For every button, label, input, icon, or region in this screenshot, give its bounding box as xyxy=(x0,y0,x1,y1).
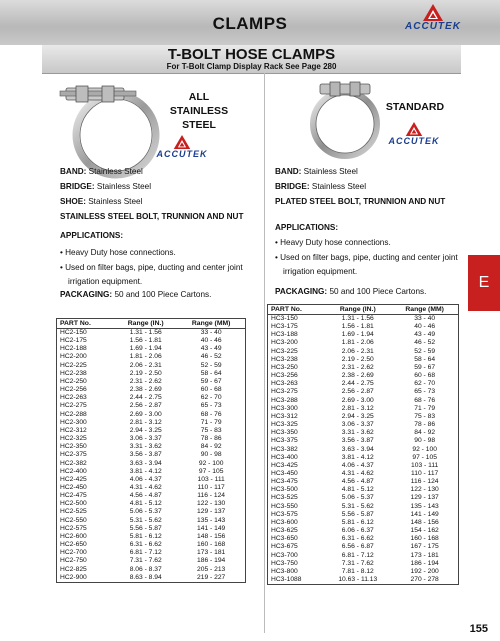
table-row xyxy=(57,378,246,386)
range-in-cell: 3.06 - 3.37 xyxy=(129,435,162,443)
range-mm-cell: 148 - 156 xyxy=(410,518,439,526)
range-mm-cell: 62 - 70 xyxy=(200,394,222,402)
part-number-cell: HC2-575 xyxy=(60,524,87,532)
range-mm-cell: 58 - 64 xyxy=(414,355,436,363)
table-row xyxy=(57,337,246,345)
table-row xyxy=(268,503,459,511)
spec-extra: PLATED STEEL BOLT, TRUNNION AND NUT xyxy=(275,197,446,206)
range-in-cell: 6.81 - 7.12 xyxy=(129,549,162,557)
list-item: • Used on filter bags, pipe, ducting and center joint irrigation equipment. xyxy=(60,262,243,286)
standard-label: STANDARD xyxy=(385,101,445,113)
table-row xyxy=(268,454,459,462)
logo-triangle-icon xyxy=(423,4,443,21)
table-row xyxy=(57,435,246,443)
spec-bridge: BRIDGE: Stainless Steel xyxy=(60,182,152,191)
range-mm-cell: 75 - 83 xyxy=(200,426,222,434)
spec-bridge: BRIDGE: Stainless Steel xyxy=(275,182,367,191)
range-mm-cell: 84 - 92 xyxy=(414,429,436,437)
range-in-cell: 5.31 - 5.62 xyxy=(129,516,162,524)
standard-specs xyxy=(275,164,460,209)
range-in-cell: 2.44 - 2.75 xyxy=(129,394,162,402)
range-mm-cell: 122 - 130 xyxy=(410,486,439,494)
range-in-cell: 6.81 - 7.12 xyxy=(341,551,374,559)
range-mm-cell: 141 - 149 xyxy=(197,524,226,532)
section-banner xyxy=(42,45,461,74)
part-number-cell: HC3-275 xyxy=(271,388,298,396)
range-mm-cell: 270 - 278 xyxy=(410,576,439,583)
section-tab: E xyxy=(468,255,500,311)
range-in-cell: 2.38 - 2.69 xyxy=(129,386,162,394)
range-mm-cell: 186 - 194 xyxy=(410,559,439,567)
table-row xyxy=(268,560,459,568)
table-row xyxy=(268,527,459,535)
part-number-cell: HC3-750 xyxy=(271,559,298,567)
list-item: • Heavy Duty hose connections. xyxy=(60,248,176,257)
table-row xyxy=(268,413,459,421)
list-item: • Heavy Duty hose connections. xyxy=(275,238,391,247)
table-row xyxy=(268,315,459,324)
table-row xyxy=(57,419,246,427)
table-row xyxy=(268,535,459,543)
table-row xyxy=(268,470,459,478)
range-mm-cell: 135 - 143 xyxy=(197,516,226,524)
part-number-cell: HC3-238 xyxy=(271,355,298,363)
range-in-cell: 5.06 - 5.37 xyxy=(341,494,374,502)
packaging: PACKAGING: 50 and 100 Piece Cartons. xyxy=(275,287,427,296)
table-row xyxy=(268,568,459,576)
part-number-cell: HC2-750 xyxy=(60,557,87,565)
packaging: PACKAGING: 50 and 100 Piece Cartons. xyxy=(60,290,212,299)
part-number-cell: HC3-450 xyxy=(271,469,298,477)
table-row xyxy=(57,566,246,574)
range-mm-cell: 90 - 98 xyxy=(200,451,222,459)
page-title: CLAMPS xyxy=(212,14,288,33)
part-number-cell: HC2-288 xyxy=(60,410,87,418)
part-number-cell: HC3-475 xyxy=(271,478,298,486)
range-in-cell: 2.06 - 2.31 xyxy=(341,347,374,355)
range-in-cell: 4.06 - 4.37 xyxy=(129,475,162,483)
part-number-cell: HC3-625 xyxy=(271,527,298,535)
part-number-cell: HC3-150 xyxy=(271,315,298,322)
table-row xyxy=(268,348,459,356)
range-in-cell: 7.31 - 7.62 xyxy=(341,559,374,567)
range-mm-cell: 46 - 52 xyxy=(200,353,222,361)
part-number-cell: HC3-256 xyxy=(271,372,298,380)
table-row xyxy=(57,549,246,557)
range-mm-cell: 148 - 156 xyxy=(197,532,226,540)
table-row xyxy=(57,460,246,468)
range-in-cell: 7.31 - 7.62 xyxy=(129,557,162,565)
table-row xyxy=(268,462,459,470)
range-in-cell: 3.31 - 3.62 xyxy=(341,429,374,437)
range-in-cell: 2.56 - 2.87 xyxy=(341,388,374,396)
range-in-cell: 5.81 - 6.12 xyxy=(341,518,374,526)
range-in-cell: 1.69 - 1.94 xyxy=(341,331,374,339)
part-number-cell: HC3-575 xyxy=(271,510,298,518)
part-number-cell: HC3-350 xyxy=(271,429,298,437)
applications-list xyxy=(60,246,260,290)
table-row xyxy=(268,552,459,560)
range-mm-cell: 92 - 100 xyxy=(412,445,437,453)
range-mm-cell: 43 - 49 xyxy=(200,345,222,353)
part-number-cell: HC3-325 xyxy=(271,421,298,429)
table-row xyxy=(57,362,246,370)
table-row xyxy=(268,331,459,339)
range-in-cell: 3.63 - 3.94 xyxy=(341,445,374,453)
range-mm-cell: 97 - 105 xyxy=(198,467,224,475)
range-in-cell: 4.31 - 4.62 xyxy=(341,469,374,477)
range-mm-cell: 52 - 59 xyxy=(200,361,222,369)
range-in-cell: 3.56 - 3.87 xyxy=(341,437,374,445)
table-row xyxy=(57,525,246,533)
table-row xyxy=(268,380,459,388)
table-row xyxy=(268,437,459,445)
range-in-cell: 8.06 - 8.37 xyxy=(129,565,162,573)
applications-title: APPLICATIONS: xyxy=(275,223,339,232)
range-mm-cell: 173 - 181 xyxy=(410,551,439,559)
spec-band: BAND: Stainless Steel xyxy=(275,167,358,176)
part-number-cell: HC3-500 xyxy=(271,486,298,494)
range-mm-cell: 103 - 111 xyxy=(411,461,439,469)
table-row xyxy=(57,394,246,402)
part-number-cell: HC3-600 xyxy=(271,518,298,526)
brand-logo-header: ACCUTEK xyxy=(398,4,468,32)
range-mm-cell: 78 - 86 xyxy=(414,421,436,429)
table-row xyxy=(268,397,459,405)
range-in-cell: 5.81 - 6.12 xyxy=(129,532,162,540)
applications-list xyxy=(275,236,460,280)
table-row xyxy=(57,402,246,410)
page-number: 155 xyxy=(469,623,488,635)
spec-extra: STAINLESS STEEL BOLT, TRUNNION AND NUT xyxy=(60,212,244,221)
range-in-cell: 5.31 - 5.62 xyxy=(341,502,374,510)
range-in-cell: 2.19 - 2.50 xyxy=(129,369,162,377)
part-number-cell: HC2-275 xyxy=(60,402,87,410)
range-in-cell: 2.81 - 3.12 xyxy=(341,404,374,412)
range-mm-cell: 205 - 213 xyxy=(197,565,226,573)
part-number-cell: HC3-550 xyxy=(271,502,298,510)
range-mm-cell: 135 - 143 xyxy=(410,502,439,510)
part-number-cell: HC3-188 xyxy=(271,331,298,339)
range-mm-cell: 160 - 168 xyxy=(410,535,439,543)
table-row xyxy=(57,557,246,565)
range-in-cell: 4.81 - 5.12 xyxy=(129,500,162,508)
range-in-cell: 2.44 - 2.75 xyxy=(341,380,374,388)
table-row xyxy=(57,500,246,508)
range-mm-cell: 103 - 111 xyxy=(197,475,225,483)
part-number-cell: HC2-188 xyxy=(60,345,87,353)
part-number-cell: HC3-250 xyxy=(271,363,298,371)
range-in-cell: 7.81 - 8.12 xyxy=(341,567,374,575)
part-number-cell: HC2-238 xyxy=(60,369,87,377)
applications-title: APPLICATIONS: xyxy=(60,231,124,240)
part-number-cell: HC2-300 xyxy=(60,418,87,426)
table-row xyxy=(268,372,459,380)
range-in-cell: 1.31 - 1.56 xyxy=(129,329,162,336)
section-title: T-BOLT HOSE CLAMPS xyxy=(167,46,336,63)
range-in-cell: 6.06 - 6.37 xyxy=(341,527,374,535)
table-row xyxy=(268,543,459,551)
table-row xyxy=(268,446,459,454)
range-in-cell: 2.81 - 3.12 xyxy=(129,418,162,426)
range-mm-cell: 219 - 227 xyxy=(197,573,226,581)
part-number-cell: HC3-200 xyxy=(271,339,298,347)
range-mm-cell: 71 - 79 xyxy=(414,404,436,412)
range-mm-cell: 192 - 200 xyxy=(410,567,439,575)
table-row xyxy=(57,411,246,419)
range-in-cell: 2.94 - 3.25 xyxy=(129,426,162,434)
range-mm-cell: 75 - 83 xyxy=(414,412,436,420)
column-divider xyxy=(264,73,265,633)
table-row xyxy=(268,364,459,372)
part-number-cell: HC3-375 xyxy=(271,437,298,445)
table-row xyxy=(268,323,459,331)
range-mm-cell: 58 - 64 xyxy=(200,369,222,377)
part-number-cell: HC2-350 xyxy=(60,443,87,451)
range-in-cell: 1.31 - 1.56 xyxy=(341,315,374,322)
table-row xyxy=(268,356,459,364)
range-mm-cell: 110 - 117 xyxy=(411,469,439,477)
range-mm-cell: 167 - 175 xyxy=(410,543,439,551)
part-number-cell: HC2-382 xyxy=(60,459,87,467)
range-in-cell: 2.69 - 3.00 xyxy=(129,410,162,418)
range-mm-cell: 46 - 52 xyxy=(414,339,436,347)
range-mm-cell: 60 - 68 xyxy=(414,372,436,380)
stainless-label: ALL STAINLESS STEEL xyxy=(169,91,229,131)
part-number-cell: HC2-425 xyxy=(60,475,87,483)
range-mm-cell: 43 - 49 xyxy=(414,331,436,339)
range-in-cell: 10.63 - 11.13 xyxy=(338,576,378,583)
range-in-cell: 5.56 - 5.87 xyxy=(129,524,162,532)
part-number-cell: HC2-256 xyxy=(60,386,87,394)
range-mm-cell: 110 - 117 xyxy=(197,483,225,491)
part-number-cell: HC2-150 xyxy=(60,329,87,336)
range-in-cell: 6.56 - 6.87 xyxy=(341,543,374,551)
part-number-cell: HC2-525 xyxy=(60,508,87,516)
table-row xyxy=(268,486,459,494)
part-number-cell: HC3-175 xyxy=(271,323,298,331)
part-number-cell: HC3-288 xyxy=(271,396,298,404)
part-number-cell: HC2-475 xyxy=(60,492,87,500)
range-mm-cell: 59 - 67 xyxy=(200,377,222,385)
table-row xyxy=(268,429,459,437)
range-mm-cell: 33 - 40 xyxy=(414,315,436,322)
range-mm-cell: 116 - 124 xyxy=(410,478,439,486)
range-mm-cell: 129 - 137 xyxy=(197,508,226,516)
col-range-in: Range (IN.) xyxy=(114,319,177,329)
range-in-cell: 4.06 - 4.37 xyxy=(341,461,374,469)
range-mm-cell: 154 - 162 xyxy=(410,527,439,535)
table-row xyxy=(57,517,246,525)
range-in-cell: 4.31 - 4.62 xyxy=(129,483,162,491)
part-number-cell: HC3-525 xyxy=(271,494,298,502)
range-in-cell: 4.56 - 4.87 xyxy=(129,492,162,500)
table-row xyxy=(57,353,246,361)
table-row xyxy=(57,427,246,435)
table-row xyxy=(268,494,459,502)
standard-parts-table xyxy=(267,304,459,585)
table-row xyxy=(268,478,459,486)
range-mm-cell: 60 - 68 xyxy=(200,386,222,394)
brand-logo-left: ACCUTEK xyxy=(152,135,212,159)
part-number-cell: HC2-312 xyxy=(60,426,87,434)
range-mm-cell: 141 - 149 xyxy=(410,510,439,518)
part-number-cell: HC2-500 xyxy=(60,500,87,508)
range-mm-cell: 65 - 73 xyxy=(200,402,222,410)
range-in-cell: 2.06 - 2.31 xyxy=(129,361,162,369)
range-mm-cell: 160 - 168 xyxy=(197,541,226,549)
part-number-cell: HC2-400 xyxy=(60,467,87,475)
col-range-mm: Range (MM) xyxy=(177,319,245,329)
stainless-specs xyxy=(60,164,260,224)
table-row xyxy=(57,386,246,394)
range-mm-cell: 52 - 59 xyxy=(414,347,436,355)
table-row xyxy=(268,339,459,347)
range-mm-cell: 40 - 46 xyxy=(414,323,436,331)
part-number-cell: HC3-800 xyxy=(271,567,298,575)
range-mm-cell: 90 - 98 xyxy=(414,437,436,445)
part-number-cell: HC2-700 xyxy=(60,549,87,557)
table-row xyxy=(268,405,459,413)
part-number-cell: HC2-325 xyxy=(60,435,87,443)
stainless-parts-table xyxy=(56,318,246,583)
range-in-cell: 2.56 - 2.87 xyxy=(129,402,162,410)
part-number-cell: HC3-675 xyxy=(271,543,298,551)
part-number-cell: HC3-650 xyxy=(271,535,298,543)
part-number-cell: HC3-400 xyxy=(271,453,298,461)
col-range-mm: Range (MM) xyxy=(391,305,458,315)
range-mm-cell: 62 - 70 xyxy=(414,380,436,388)
range-in-cell: 3.56 - 3.87 xyxy=(129,451,162,459)
part-number-cell: HC2-450 xyxy=(60,483,87,491)
part-number-cell: HC3-263 xyxy=(271,380,298,388)
table-row xyxy=(57,443,246,451)
part-number-cell: HC3-300 xyxy=(271,404,298,412)
range-in-cell: 1.81 - 2.06 xyxy=(341,339,374,347)
table-row xyxy=(57,451,246,459)
range-in-cell: 1.56 - 1.81 xyxy=(129,337,162,345)
table-row xyxy=(57,508,246,516)
range-mm-cell: 122 - 130 xyxy=(197,500,226,508)
part-number-cell: HC2-225 xyxy=(60,361,87,369)
range-mm-cell: 116 - 124 xyxy=(197,492,226,500)
range-in-cell: 2.31 - 2.62 xyxy=(129,377,162,385)
part-number-cell: HC2-600 xyxy=(60,532,87,540)
table-row xyxy=(268,519,459,527)
part-number-cell: HC2-825 xyxy=(60,565,87,573)
range-in-cell: 2.94 - 3.25 xyxy=(341,412,374,420)
brand-logo-right: ACCUTEK xyxy=(384,122,444,146)
logo-triangle-icon xyxy=(405,122,423,136)
range-mm-cell: 65 - 73 xyxy=(414,388,436,396)
range-in-cell: 2.19 - 2.50 xyxy=(341,355,374,363)
range-mm-cell: 68 - 76 xyxy=(414,396,436,404)
range-mm-cell: 78 - 86 xyxy=(200,435,222,443)
range-mm-cell: 97 - 105 xyxy=(412,453,437,461)
part-number-cell: HC2-900 xyxy=(60,573,87,581)
range-in-cell: 1.81 - 2.06 xyxy=(129,353,162,361)
list-item: • Used on filter bags, pipe, ducting and center joint irrigation equipment. xyxy=(275,252,458,276)
col-part: PART No. xyxy=(57,319,115,329)
range-in-cell: 2.31 - 2.62 xyxy=(341,363,374,371)
range-in-cell: 3.81 - 4.12 xyxy=(341,453,374,461)
range-in-cell: 5.06 - 5.37 xyxy=(129,508,162,516)
spec-shoe: SHOE: Stainless Steel xyxy=(60,197,143,206)
part-number-cell: HC2-200 xyxy=(60,353,87,361)
part-number-cell: HC3-425 xyxy=(271,461,298,469)
standard-clamp-image xyxy=(300,80,390,160)
range-in-cell: 2.69 - 3.00 xyxy=(341,396,374,404)
part-number-cell: HC2-375 xyxy=(60,451,87,459)
range-mm-cell: 68 - 76 xyxy=(200,410,222,418)
range-mm-cell: 129 - 137 xyxy=(410,494,439,502)
range-mm-cell: 186 - 194 xyxy=(197,557,226,565)
part-number-cell: HC3-1088 xyxy=(271,576,302,583)
table-row xyxy=(57,492,246,500)
range-in-cell: 1.69 - 1.94 xyxy=(129,345,162,353)
table-row xyxy=(57,541,246,549)
table-row xyxy=(268,388,459,396)
range-in-cell: 4.56 - 4.87 xyxy=(341,478,374,486)
range-in-cell: 3.63 - 3.94 xyxy=(129,459,162,467)
table-row xyxy=(57,476,246,484)
range-mm-cell: 40 - 46 xyxy=(200,337,222,345)
col-part: PART No. xyxy=(268,305,325,315)
range-mm-cell: 84 - 92 xyxy=(200,443,222,451)
part-number-cell: HC3-700 xyxy=(271,551,298,559)
range-mm-cell: 71 - 79 xyxy=(200,418,222,426)
part-number-cell: HC3-382 xyxy=(271,445,298,453)
range-in-cell: 2.38 - 2.69 xyxy=(341,372,374,380)
part-number-cell: HC2-650 xyxy=(60,541,87,549)
range-mm-cell: 33 - 40 xyxy=(200,329,222,336)
table-row xyxy=(57,345,246,353)
range-in-cell: 3.81 - 4.12 xyxy=(129,467,162,475)
table-row xyxy=(57,484,246,492)
part-number-cell: HC3-225 xyxy=(271,347,298,355)
table-row xyxy=(57,370,246,378)
range-in-cell: 3.31 - 3.62 xyxy=(129,443,162,451)
table-row xyxy=(57,533,246,541)
table-row xyxy=(268,511,459,519)
range-in-cell: 1.56 - 1.81 xyxy=(341,323,374,331)
table-row xyxy=(268,576,459,585)
range-in-cell: 6.31 - 6.62 xyxy=(129,541,162,549)
col-range-in: Range (IN.) xyxy=(324,305,391,315)
table-row xyxy=(57,329,246,338)
part-number-cell: HC3-312 xyxy=(271,412,298,420)
part-number-cell: HC2-250 xyxy=(60,377,87,385)
range-mm-cell: 59 - 67 xyxy=(414,363,436,371)
part-number-cell: HC2-263 xyxy=(60,394,87,402)
range-in-cell: 4.81 - 5.12 xyxy=(341,486,374,494)
part-number-cell: HC2-175 xyxy=(60,337,87,345)
table-row xyxy=(57,574,246,583)
range-in-cell: 8.63 - 8.94 xyxy=(129,573,162,581)
logo-triangle-icon xyxy=(173,135,191,149)
range-in-cell: 3.06 - 3.37 xyxy=(341,421,374,429)
table-row xyxy=(57,468,246,476)
section-note: For T-Bolt Clamp Display Rack See Page 280 xyxy=(166,62,337,71)
range-in-cell: 5.56 - 5.87 xyxy=(341,510,374,518)
table-row xyxy=(268,421,459,429)
spec-band: BAND: Stainless Steel xyxy=(60,167,143,176)
part-number-cell: HC2-550 xyxy=(60,516,87,524)
range-mm-cell: 92 - 100 xyxy=(198,459,224,467)
range-mm-cell: 173 - 181 xyxy=(197,549,226,557)
range-in-cell: 6.31 - 6.62 xyxy=(341,535,374,543)
